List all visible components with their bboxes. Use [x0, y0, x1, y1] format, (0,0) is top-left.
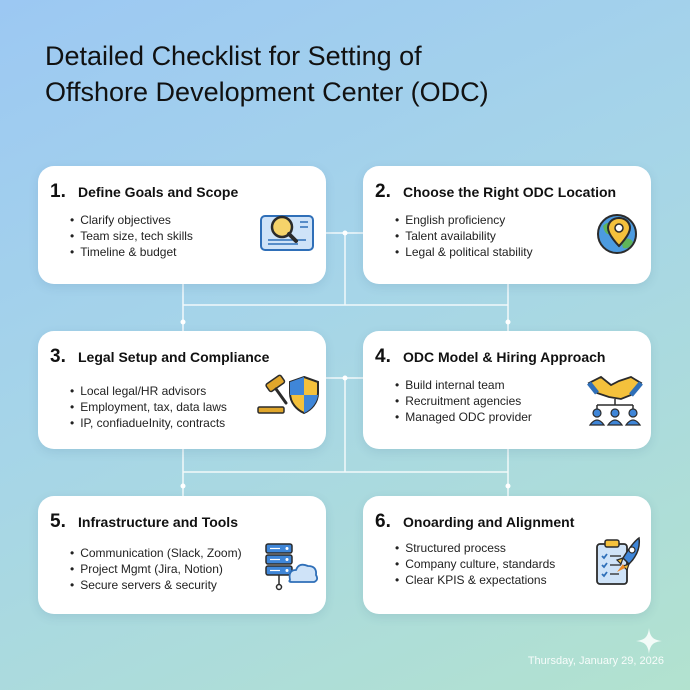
card-number: 6.	[375, 511, 391, 532]
card-title: Choose the Right ODC Location	[403, 184, 617, 200]
card-title: Infrastructure and Tools	[78, 514, 238, 530]
list-item: • English proficiency	[395, 212, 533, 228]
handshake-team-icon	[585, 369, 645, 427]
card-number: 1.	[50, 181, 66, 202]
card-odc-model	[363, 331, 651, 449]
card-title: ODC Model & Hiring Approach	[403, 349, 606, 365]
card-header	[50, 343, 269, 371]
card-item-list	[395, 377, 532, 425]
list-item: • Project Mgmt (Jira, Notion)	[70, 561, 242, 577]
clipboard-rocket-icon	[593, 534, 645, 592]
card-title: Define Goals and Scope	[78, 184, 239, 200]
list-item: • Legal & political stability	[395, 244, 533, 260]
list-item: • Timeline & budget	[70, 244, 193, 260]
server-cloud-icon	[262, 540, 320, 592]
list-item: • Communication (Slack, Zoom)	[70, 545, 242, 561]
list-item: • Managed ODC provider	[395, 409, 532, 425]
card-title: Onoarding and Alignment	[403, 514, 575, 530]
list-item: • Recruitment agencies	[395, 393, 532, 409]
title-line-1: Detailed Checklist for Setting of	[45, 41, 422, 71]
list-item: • Clear KPIS & expectations	[395, 572, 555, 588]
watermark-date: Thursday, January 29, 2026	[527, 655, 664, 667]
list-item: • Build internal team	[395, 377, 532, 393]
list-item: • Talent availability	[395, 228, 533, 244]
card-choose-location	[363, 166, 651, 284]
card-number: 5.	[50, 511, 66, 532]
magnifier-blueprint-icon	[258, 208, 318, 254]
card-header	[375, 178, 616, 206]
list-item: • IP, confiadueInity, contracts	[70, 415, 227, 431]
card-item-list	[70, 545, 242, 593]
card-number: 3.	[50, 346, 66, 367]
card-header	[50, 178, 238, 206]
card-item-list	[395, 212, 533, 260]
card-item-list	[70, 212, 193, 260]
card-header	[50, 508, 238, 536]
card-header	[375, 343, 605, 371]
globe-location-icon	[595, 210, 641, 260]
list-item: • Team size, tech skills	[70, 228, 193, 244]
card-legal-setup	[38, 331, 326, 449]
list-item: • Company culture, standards	[395, 556, 555, 572]
list-item: • Clarify objectives	[70, 212, 193, 228]
card-define-goals	[38, 166, 326, 284]
card-number: 4.	[375, 346, 391, 367]
card-item-list	[395, 540, 555, 588]
list-item: • Secure servers & security	[70, 577, 242, 593]
gavel-shield-icon	[256, 373, 322, 417]
card-number: 2.	[375, 181, 391, 202]
card-title: Legal Setup and Compliance	[78, 349, 270, 365]
sparkle-icon	[636, 628, 662, 654]
card-item-list	[70, 383, 227, 431]
list-item: • Structured process	[395, 540, 555, 556]
card-infrastructure	[38, 496, 326, 614]
list-item: • Local legal/HR advisors	[70, 383, 227, 399]
card-header	[375, 508, 574, 536]
card-onboarding	[363, 496, 651, 614]
list-item: • Employment, tax, data laws	[70, 399, 227, 415]
title-line-2: Offshore Development Center (ODC)	[45, 77, 489, 107]
